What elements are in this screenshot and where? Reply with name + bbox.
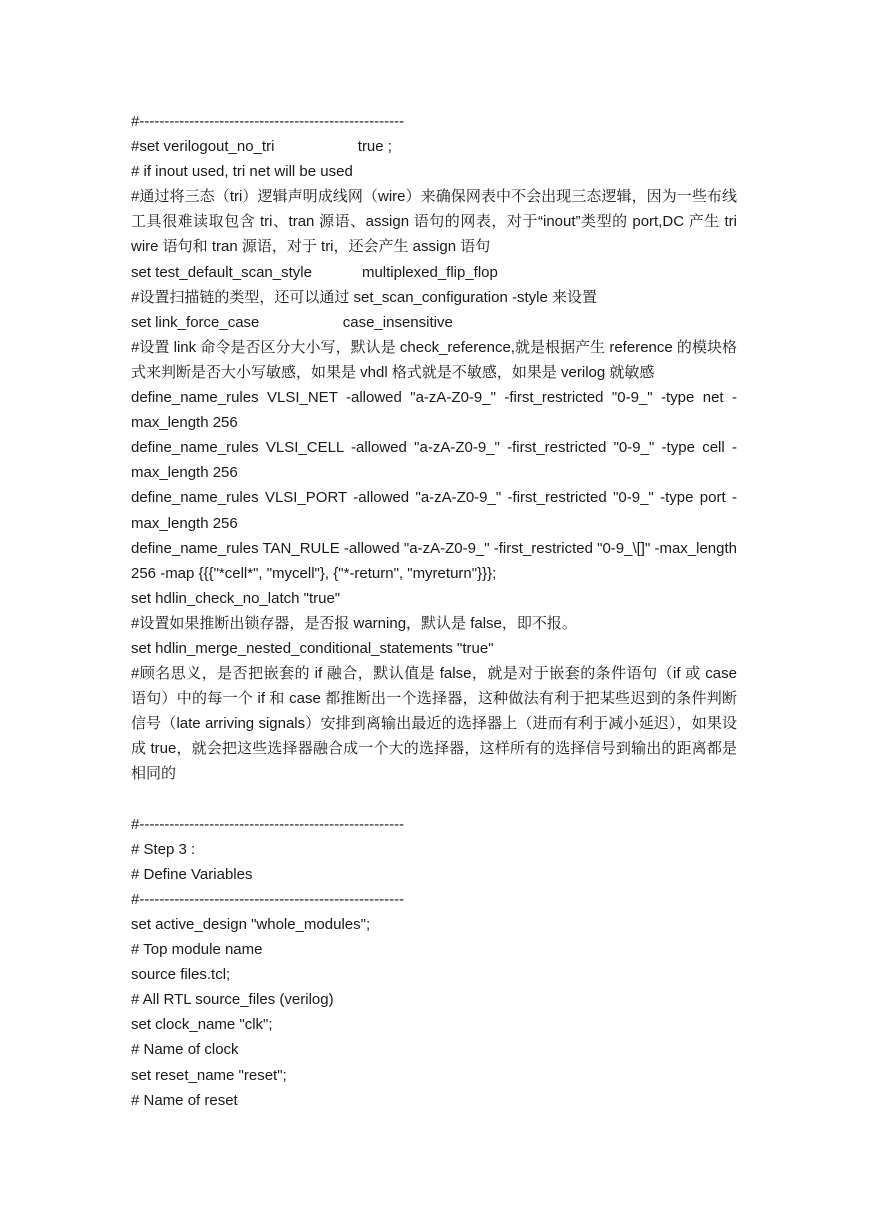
step-title: # Define Variables xyxy=(131,865,253,883)
comment-line: # Name of clock xyxy=(131,1041,239,1059)
comment-line: #设置扫描链的类型，还可以通过 set_scan_configuration -style 来设置 xyxy=(131,288,597,306)
code-line: set active_design "whole_modules"; xyxy=(131,916,371,933)
comment-line: # All RTL source_files (verilog) xyxy=(131,991,334,1009)
code-line: set hdlin_check_no_latch "true" xyxy=(131,589,341,607)
separator-line: #----------------------------------------------------- xyxy=(131,815,405,833)
code-paragraph: define_name_rules VLSI_PORT -allowed "a-zA-Z0-9_" -first_restricted "0-9_" -type port -max_length 256 xyxy=(131,489,737,532)
separator-line: #----------------------------------------------------- xyxy=(131,113,405,130)
comment-line: # if inout used, tri net will be used xyxy=(131,163,353,181)
comment-line: # Name of reset xyxy=(131,1091,238,1109)
code-line: set clock_name "clk"; xyxy=(131,1016,273,1034)
comment-line: #设置如果推断出锁存器，是否报 warning，默认是 false，即不报。 xyxy=(131,614,577,632)
code-line: set link_force_case case_insensitive xyxy=(131,313,453,331)
separator-line: #----------------------------------------------------- xyxy=(131,890,405,908)
comment-paragraph: #设置 link 命令是否区分大小写，默认是 check_reference,就是根据产生 reference 的模块格式来判断是否大小写敏感，如果是 vhdl 格式就是不敏感，如果是 verilog 就敏感 xyxy=(131,338,737,381)
step-heading: # Step 3 : xyxy=(131,840,196,858)
code-paragraph: define_name_rules TAN_RULE -allowed "a-zA-Z0-9_" -first_restricted "0-9_\[]" -max_length 256 -map {{{"*cell*", "mycell"}, {"*-return", "myreturn"}}}; xyxy=(131,539,737,582)
blank-line xyxy=(131,787,737,812)
code-line: source files.tcl; xyxy=(131,966,231,984)
comment-paragraph: #顾名思义，是否把嵌套的 if 融合，默认值是 false，就是对于嵌套的条件语句（if 或 case 语句）中的每一个 if 和 case 都推断出一个选择器，这种做法有利于把某些迟到的条件判断信号（late arriving signals）安排到离输出最近的选择器上（进而有利于减小延迟），如果设成 true，就会把这些选择器融合成一个大的选择器，这样所有的选择信号到输出的距离都是相同的 xyxy=(131,665,737,783)
code-line: set reset_name "reset"; xyxy=(131,1066,287,1084)
comment-paragraph: #通过将三态（tri）逻辑声明成线网（wire）来确保网表中不会出现三态逻辑，因为一些布线工具很难读取包含 tri、tran 源语、assign 语句的网表，对于“inout”类型的 port,DC 产生 tri wire 语句和 tran 源语，对于 tri，还会产生 assign 语句 xyxy=(131,188,738,256)
comment-line: # Top module name xyxy=(131,941,263,959)
code-line: set test_default_scan_style multiplexed_flip_flop xyxy=(131,263,498,281)
document-body xyxy=(131,109,737,1113)
code-paragraph: define_name_rules VLSI_NET -allowed "a-zA-Z0-9_" -first_restricted "0-9_" -type net -max_length 256 xyxy=(131,389,737,432)
code-paragraph: define_name_rules VLSI_CELL -allowed "a-zA-Z0-9_" -first_restricted "0-9_" -type cell -max_length 256 xyxy=(131,439,737,482)
code-line: set hdlin_merge_nested_conditional_statements "true" xyxy=(131,639,494,657)
code-line: #set verilogout_no_tri true ; xyxy=(131,138,392,156)
